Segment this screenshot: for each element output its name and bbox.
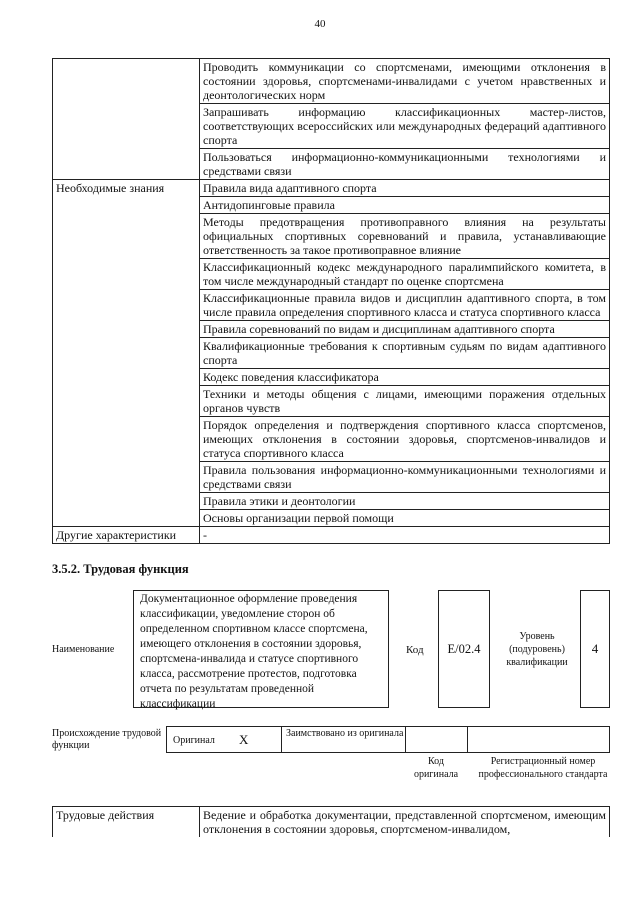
skill-row [53,104,610,149]
row-label-cell: Другие характеристики [53,527,200,544]
row-text-cell: Квалификационные требования к спортивным судьям по видам адаптивного спорта [200,338,610,369]
row-text-cell: Правила вида адаптивного спорта [200,180,610,197]
knowledge-row [53,386,610,417]
knowledge-row [53,462,610,493]
knowledge-table [52,58,610,544]
actions-label: Трудовые действия [53,807,200,838]
knowledge-row [53,290,610,321]
row-label-cell [53,59,200,104]
level-label: Уровень (подуровень) квалификации [506,631,568,668]
row-label-cell [53,290,200,321]
row-label-cell [53,510,200,527]
original-mark: X [239,732,249,747]
code-caption: Код оригинала [413,756,459,780]
knowledge-row [53,180,610,197]
row-text-cell: Запрашивать информацию классификационных мастер-листов, соответствующих всероссийских или международных федераций адаптивного спорта [200,104,610,149]
origin-row [166,726,610,753]
level-text: 4 [591,641,599,656]
row-text-cell: - [200,527,610,544]
actions-table [52,806,610,837]
row-label-cell [53,214,200,259]
row-text-cell: Классификационные правила видов и дисциплин адаптивного спорта, в том числе правила определения спортивного класса и статуса спортивного класса [200,290,610,321]
knowledge-row [53,417,610,462]
row-text-cell: Порядок определения и подтверждения спортивного класса спортсменов, имеющих отклонения в состоянии здоровья, спортсменов-инвалидов и статуса спортивного класса [200,417,610,462]
origin-label: Происхождение трудовой функции [52,728,162,751]
labor-function-name: Документационное оформление проведения классификации, уведомление сторон об определенном спортивном классе спортсмена, имеющего отклонения в состоянии здоровья, спортсмена-инвалида и статусе спортивного класса, рассмотрение протестов, подготовка отчета по результатам проведенной классификации [133,590,389,708]
row-label-cell [53,321,200,338]
row-text-cell: Антидопинговые правила [200,197,610,214]
row-label-cell: Необходимые знания [53,180,200,197]
row-text-cell: Пользоваться информационно-коммуникационными технологиями и средствами связи [200,149,610,180]
borrowed-label: Заимствовано из оригинала [286,728,404,739]
origin-reg-cell [468,727,609,752]
code-label: Код [406,644,424,656]
knowledge-row [53,369,610,386]
row-label-cell [53,104,200,149]
section-title: 3.5.2. Трудовая функция [52,562,189,576]
skill-row [53,59,610,104]
reg-caption: Регистрационный номер профессионального стандарта [478,756,608,780]
knowledge-row [53,338,610,369]
row-label-cell [53,417,200,462]
row-text-cell: Правила соревнований по видам и дисциплинам адаптивного спорта [200,321,610,338]
knowledge-row [53,259,610,290]
knowledge-row [53,321,610,338]
page-number: 40 [314,18,326,30]
origin-code-cell [406,727,468,752]
actions-first-row: Ведение и обработка документации, представленной спортсменом, имеющим отклонения в состоянии здоровья, спортсменом-инвалидом, [200,807,610,838]
knowledge-row [53,493,610,510]
row-text-cell: Правила пользования информационно-коммуникационными технологиями и средствами связи [200,462,610,493]
row-label-cell [53,149,200,180]
row-text-cell: Техники и методы общения с лицами, имеющими поражения отдельных органов чувств [200,386,610,417]
row-label-cell [53,462,200,493]
knowledge-row [53,197,610,214]
actions-row [53,807,610,838]
row-text-cell: Классификационный кодекс международного паралимпийского комитета, в том числе международный стандарт по оценке спортсмена [200,259,610,290]
origin-borrowed-cell [282,727,406,752]
code-text: E/02.4 [447,641,481,656]
row-label-cell [53,369,200,386]
other-characteristics-row [53,527,610,544]
row-text-cell: Методы предотвращения противоправного влияния на результаты официальных спортивных соревнований и правила, устанавливающие ответственность за такое противоправное влияние [200,214,610,259]
name-label: Наименование [52,644,115,655]
original-label: Оригинал [173,735,215,746]
row-label-cell [53,197,200,214]
row-label-cell [53,493,200,510]
row-label-cell [53,386,200,417]
knowledge-row [53,214,610,259]
row-text-cell: Проводить коммуникации со спортсменами, имеющими отклонения в состоянии здоровья, спортсменами-инвалидами с учетом нравственных и деонтологических норм [200,59,610,104]
row-text-cell: Основы организации первой помощи [200,510,610,527]
row-text-cell: Правила этики и деонтологии [200,493,610,510]
origin-original-cell [167,727,282,752]
code-value [438,590,490,708]
row-label-cell [53,338,200,369]
row-text-cell: Кодекс поведения классификатора [200,369,610,386]
skill-row [53,149,610,180]
row-label-cell [53,259,200,290]
level-value [580,590,610,708]
knowledge-row [53,510,610,527]
